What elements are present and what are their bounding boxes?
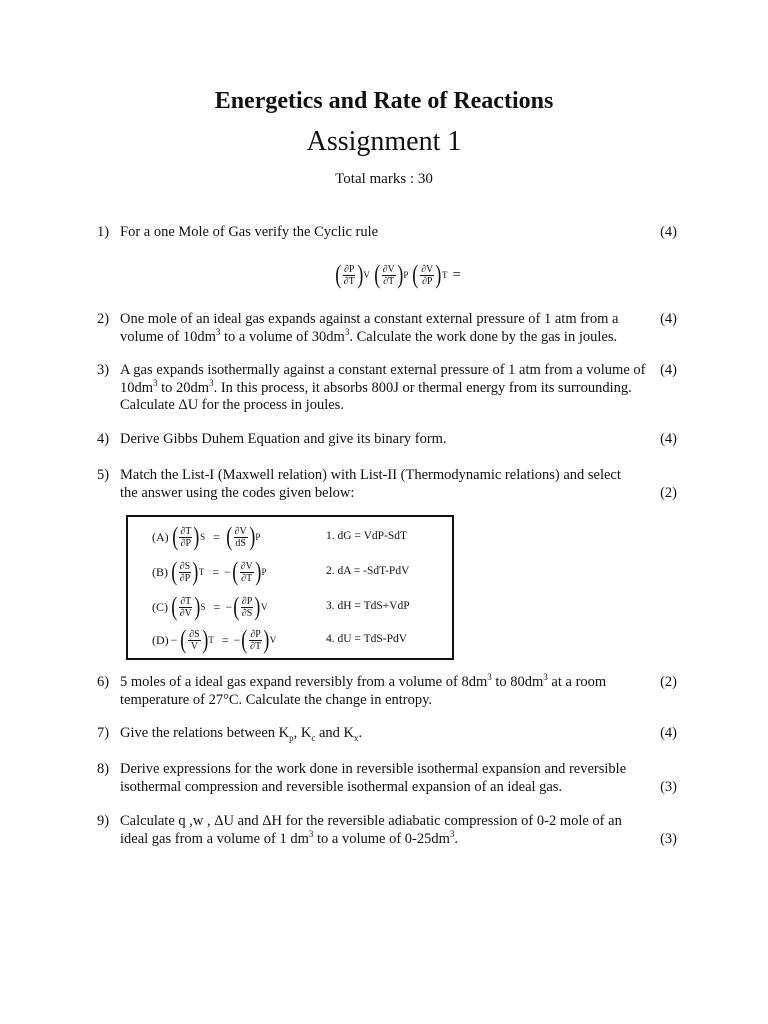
partial-fraction: $\frac{\partial V}{\partial T}$ (382, 263, 395, 287)
question-number: 7) (97, 725, 110, 741)
question-text: Give the relations between $K_p$, $K_c$ and $K_x$. (120, 725, 363, 743)
maxwell-relations-table (126, 515, 454, 660)
question-marks: (3) (660, 830, 677, 847)
match-row: (A) ( $\frac{\partial T}{\partial P}$ ) S = ( $\frac{\partial V}{dS}$ ) P (152, 522, 261, 551)
match-row: (B) ( $\frac{\partial S}{\partial P}$ ) T = − ( $\frac{\partial V}{\partial T}$ ) P (152, 557, 267, 586)
match-row: (D) − ( $\frac{\partial S}{V}$ ) T = − ( $\frac{\partial P}{\partial T}$ ) V (152, 625, 277, 654)
question-marks: (2) (660, 674, 677, 690)
match-relation: 1. dG = VdP-SdT (326, 530, 408, 542)
question-text: For a one Mole of Gas verify the Cyclic rule (120, 224, 379, 240)
equals-sign: = (452, 266, 461, 283)
total-marks: Total marks : 30 (335, 171, 433, 187)
question-number: 6) (97, 674, 110, 690)
match-row: (C) ( $\frac{\partial T}{\partial V}$ ) S = − ( $\frac{\partial P}{\partial S}$ ) V (152, 592, 268, 621)
question-text: Calculate q ,w , ΔU and ΔH for the reversible adiabatic compression of 0-2 mole of an ideal gas from a volume of 1 $dm^3$ to a volume of $0-25dm^3$. (120, 813, 622, 847)
partial-fraction: $\frac{\partial V}{\partial P}$ (421, 263, 434, 287)
question-5 (97, 467, 677, 502)
question-6 (97, 674, 677, 709)
question-marks: (4) (660, 224, 677, 240)
question-number: 9) (97, 813, 110, 829)
match-relation: 4. dU = TdS-PdV (326, 633, 408, 645)
question-number: 1) (97, 224, 110, 240)
question-1 (97, 224, 677, 242)
document-title: Energetics and Rate of Reactions (214, 88, 554, 114)
match-relation: 2. dA = -SdT-PdV (326, 565, 410, 577)
assignment-title: Assignment 1 (306, 126, 462, 157)
question-number: 5) (97, 467, 110, 483)
question-3 (97, 362, 677, 415)
match-relation: 3. dH = TdS+VdP (326, 600, 410, 612)
question-text: One mole of an ideal gas expands against a constant external pressure of 1 atm from a volume of $10dm^3$ to a volume of $30dm^3$. Calculate the work done by the gas in joules. (120, 311, 619, 345)
question-2 (97, 311, 677, 346)
question-number: 4) (97, 431, 110, 447)
question-text: Derive expressions for the work done in reversible isothermal expansion and reversible isothermal compression and reversible isothermal expansion of an ideal gas. (120, 761, 627, 795)
question-7 (97, 725, 677, 743)
question-number: 3) (97, 362, 110, 378)
question-marks: (2) (660, 484, 677, 501)
question-marks: (4) (656, 362, 677, 380)
question-9 (97, 813, 677, 848)
partial-fraction: $\frac{\partial P}{\partial T}$ (343, 263, 355, 287)
question-text: A gas expands isothermally against a constant external pressure of 1 atm from a volume of $10dm^3$ to $20dm^3$. In this process, it absorbs 800J or thermal energy from its surrounding. Calculate ΔU for the process in joules. (120, 362, 646, 413)
question-marks: (3) (660, 778, 677, 795)
question-4 (97, 431, 677, 449)
question-number: 8) (97, 761, 110, 777)
question-text: Derive Gibbs Duhem Equation and give its binary form. (120, 431, 447, 447)
question-8 (97, 761, 677, 796)
cyclic-rule-equation: ( $\frac{\partial P}{\partial T}$ ) V ( $\frac{\partial V}{\partial T}$ ) P ( $\frac{\partial V}{\partial P}$ ) T = (335, 260, 461, 289)
question-text: 5 moles of a ideal gas expand reversibly from a volume of $8dm^3$ to $80dm^3$ at a room temperature of 27°C. Calculate the change in entropy. (120, 672, 607, 708)
question-marks: (4) (660, 311, 677, 327)
question-marks: (4) (660, 725, 677, 741)
question-marks: (4) (660, 431, 677, 447)
question-text: Match the List-I (Maxwell relation) with List-II (Thermodynamic relations) and select the answer using the codes given below: (120, 467, 621, 501)
question-number: 2) (97, 311, 110, 327)
